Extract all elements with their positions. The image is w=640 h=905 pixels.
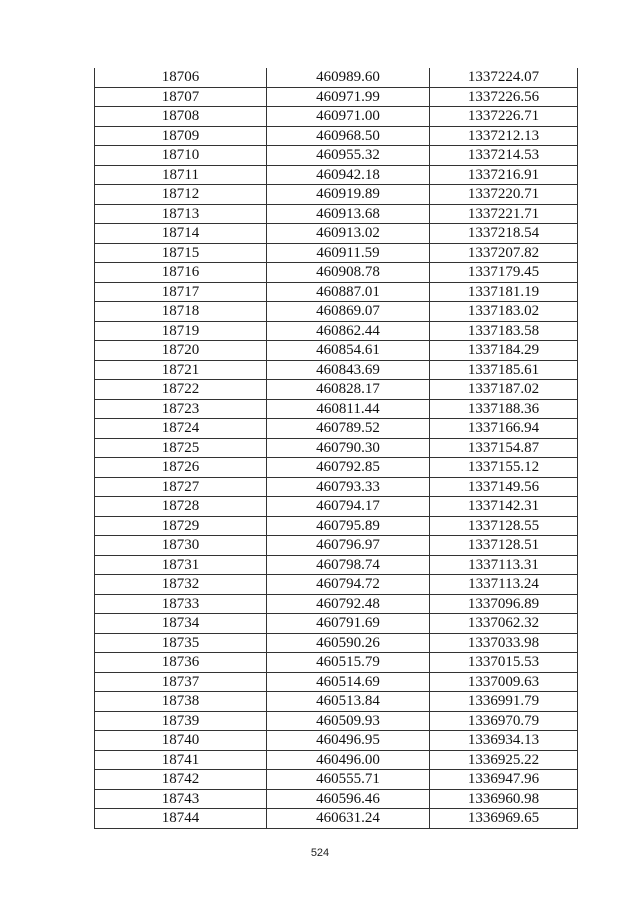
x-coordinate-cell: 460789.52: [267, 419, 430, 439]
table-row: [95, 282, 578, 302]
table-row: [95, 341, 578, 361]
point-id-cell: 18716: [95, 263, 267, 283]
table-row: [95, 224, 578, 244]
point-id-cell: 18741: [95, 750, 267, 770]
x-coordinate-cell: 460955.32: [267, 146, 430, 166]
point-id-cell: 18714: [95, 224, 267, 244]
x-coordinate-cell: 460795.89: [267, 516, 430, 536]
y-coordinate-cell: 1337033.98: [430, 633, 578, 653]
x-coordinate-cell: 460989.60: [267, 68, 430, 87]
point-id-cell: 18711: [95, 165, 267, 185]
x-coordinate-cell: 460968.50: [267, 126, 430, 146]
table-row: [95, 419, 578, 439]
table-row: [95, 497, 578, 517]
point-id-cell: 18722: [95, 380, 267, 400]
x-coordinate-cell: 460869.07: [267, 302, 430, 322]
y-coordinate-cell: 1337221.71: [430, 204, 578, 224]
table-row: [95, 107, 578, 127]
y-coordinate-cell: 1337181.19: [430, 282, 578, 302]
x-coordinate-cell: 460514.69: [267, 672, 430, 692]
y-coordinate-cell: 1337220.71: [430, 185, 578, 205]
table-row: [95, 672, 578, 692]
point-id-cell: 18725: [95, 438, 267, 458]
table-row: [95, 809, 578, 829]
table-row: [95, 126, 578, 146]
x-coordinate-cell: 460843.69: [267, 360, 430, 380]
y-coordinate-cell: 1336947.96: [430, 770, 578, 790]
point-id-cell: 18717: [95, 282, 267, 302]
y-coordinate-cell: 1337216.91: [430, 165, 578, 185]
table-row: [95, 263, 578, 283]
y-coordinate-cell: 1337224.07: [430, 68, 578, 87]
table-row: [95, 185, 578, 205]
x-coordinate-cell: 460887.01: [267, 282, 430, 302]
point-id-cell: 18739: [95, 711, 267, 731]
x-coordinate-cell: 460792.85: [267, 458, 430, 478]
table-row: [95, 146, 578, 166]
point-id-cell: 18730: [95, 536, 267, 556]
point-id-cell: 18706: [95, 68, 267, 87]
point-id-cell: 18733: [95, 594, 267, 614]
y-coordinate-cell: 1337184.29: [430, 341, 578, 361]
x-coordinate-cell: 460971.00: [267, 107, 430, 127]
x-coordinate-cell: 460911.59: [267, 243, 430, 263]
x-coordinate-cell: 460913.02: [267, 224, 430, 244]
y-coordinate-cell: 1337128.51: [430, 536, 578, 556]
point-id-cell: 18713: [95, 204, 267, 224]
x-coordinate-cell: 460798.74: [267, 555, 430, 575]
x-coordinate-cell: 460862.44: [267, 321, 430, 341]
point-id-cell: 18719: [95, 321, 267, 341]
coordinates-table: [94, 68, 578, 829]
x-coordinate-cell: 460515.79: [267, 653, 430, 673]
point-id-cell: 18708: [95, 107, 267, 127]
table-row: [95, 575, 578, 595]
table-row: [95, 594, 578, 614]
point-id-cell: 18726: [95, 458, 267, 478]
x-coordinate-cell: 460791.69: [267, 614, 430, 634]
y-coordinate-cell: 1336934.13: [430, 731, 578, 751]
table-row: [95, 516, 578, 536]
table-row: [95, 399, 578, 419]
y-coordinate-cell: 1337096.89: [430, 594, 578, 614]
y-coordinate-cell: 1337218.54: [430, 224, 578, 244]
x-coordinate-cell: 460942.18: [267, 165, 430, 185]
table-row: [95, 68, 578, 87]
x-coordinate-cell: 460913.68: [267, 204, 430, 224]
y-coordinate-cell: 1337113.31: [430, 555, 578, 575]
y-coordinate-cell: 1337142.31: [430, 497, 578, 517]
point-id-cell: 18712: [95, 185, 267, 205]
table-row: [95, 750, 578, 770]
x-coordinate-cell: 460513.84: [267, 692, 430, 712]
point-id-cell: 18718: [95, 302, 267, 322]
y-coordinate-cell: 1337062.32: [430, 614, 578, 634]
point-id-cell: 18740: [95, 731, 267, 751]
x-coordinate-cell: 460496.95: [267, 731, 430, 751]
point-id-cell: 18723: [95, 399, 267, 419]
page-number: 524: [310, 847, 330, 859]
x-coordinate-cell: 460590.26: [267, 633, 430, 653]
y-coordinate-cell: 1336969.65: [430, 809, 578, 829]
table-row: [95, 360, 578, 380]
x-coordinate-cell: 460796.97: [267, 536, 430, 556]
point-id-cell: 18729: [95, 516, 267, 536]
point-id-cell: 18727: [95, 477, 267, 497]
x-coordinate-cell: 460555.71: [267, 770, 430, 790]
point-id-cell: 18744: [95, 809, 267, 829]
point-id-cell: 18743: [95, 789, 267, 809]
point-id-cell: 18737: [95, 672, 267, 692]
x-coordinate-cell: 460908.78: [267, 263, 430, 283]
point-id-cell: 18735: [95, 633, 267, 653]
point-id-cell: 18731: [95, 555, 267, 575]
point-id-cell: 18728: [95, 497, 267, 517]
y-coordinate-cell: 1336991.79: [430, 692, 578, 712]
coordinates-table-body: [95, 68, 578, 828]
table-row: [95, 321, 578, 341]
point-id-cell: 18742: [95, 770, 267, 790]
x-coordinate-cell: 460811.44: [267, 399, 430, 419]
y-coordinate-cell: 1337183.58: [430, 321, 578, 341]
table-row: [95, 536, 578, 556]
table-row: [95, 692, 578, 712]
point-id-cell: 18732: [95, 575, 267, 595]
x-coordinate-cell: 460496.00: [267, 750, 430, 770]
point-id-cell: 18720: [95, 341, 267, 361]
point-id-cell: 18724: [95, 419, 267, 439]
table-row: [95, 789, 578, 809]
x-coordinate-cell: 460854.61: [267, 341, 430, 361]
table-row: [95, 204, 578, 224]
x-coordinate-cell: 460631.24: [267, 809, 430, 829]
table-row: [95, 380, 578, 400]
point-id-cell: 18715: [95, 243, 267, 263]
x-coordinate-cell: 460790.30: [267, 438, 430, 458]
point-id-cell: 18721: [95, 360, 267, 380]
table-row: [95, 555, 578, 575]
table-row: [95, 770, 578, 790]
table-row: [95, 633, 578, 653]
table-row: [95, 438, 578, 458]
y-coordinate-cell: 1336960.98: [430, 789, 578, 809]
point-id-cell: 18734: [95, 614, 267, 634]
x-coordinate-cell: 460509.93: [267, 711, 430, 731]
y-coordinate-cell: 1337207.82: [430, 243, 578, 263]
table-row: [95, 711, 578, 731]
table-row: [95, 243, 578, 263]
point-id-cell: 18709: [95, 126, 267, 146]
y-coordinate-cell: 1337212.13: [430, 126, 578, 146]
table-row: [95, 731, 578, 751]
y-coordinate-cell: 1336925.22: [430, 750, 578, 770]
y-coordinate-cell: 1337185.61: [430, 360, 578, 380]
table-row: [95, 87, 578, 107]
table-row: [95, 165, 578, 185]
y-coordinate-cell: 1337188.36: [430, 399, 578, 419]
point-id-cell: 18710: [95, 146, 267, 166]
y-coordinate-cell: 1337154.87: [430, 438, 578, 458]
point-id-cell: 18707: [95, 87, 267, 107]
table-row: [95, 653, 578, 673]
y-coordinate-cell: 1337226.71: [430, 107, 578, 127]
table-row: [95, 302, 578, 322]
x-coordinate-cell: 460971.99: [267, 87, 430, 107]
x-coordinate-cell: 460596.46: [267, 789, 430, 809]
x-coordinate-cell: 460919.89: [267, 185, 430, 205]
y-coordinate-cell: 1337179.45: [430, 263, 578, 283]
y-coordinate-cell: 1337149.56: [430, 477, 578, 497]
table-row: [95, 458, 578, 478]
table-row: [95, 477, 578, 497]
point-id-cell: 18738: [95, 692, 267, 712]
y-coordinate-cell: 1337166.94: [430, 419, 578, 439]
x-coordinate-cell: 460792.48: [267, 594, 430, 614]
x-coordinate-cell: 460794.17: [267, 497, 430, 517]
y-coordinate-cell: 1337009.63: [430, 672, 578, 692]
x-coordinate-cell: 460793.33: [267, 477, 430, 497]
point-id-cell: 18736: [95, 653, 267, 673]
y-coordinate-cell: 1337128.55: [430, 516, 578, 536]
y-coordinate-cell: 1337226.56: [430, 87, 578, 107]
x-coordinate-cell: 460794.72: [267, 575, 430, 595]
y-coordinate-cell: 1337214.53: [430, 146, 578, 166]
y-coordinate-cell: 1337015.53: [430, 653, 578, 673]
y-coordinate-cell: 1336970.79: [430, 711, 578, 731]
table-row: [95, 614, 578, 634]
y-coordinate-cell: 1337183.02: [430, 302, 578, 322]
y-coordinate-cell: 1337187.02: [430, 380, 578, 400]
y-coordinate-cell: 1337155.12: [430, 458, 578, 478]
x-coordinate-cell: 460828.17: [267, 380, 430, 400]
y-coordinate-cell: 1337113.24: [430, 575, 578, 595]
